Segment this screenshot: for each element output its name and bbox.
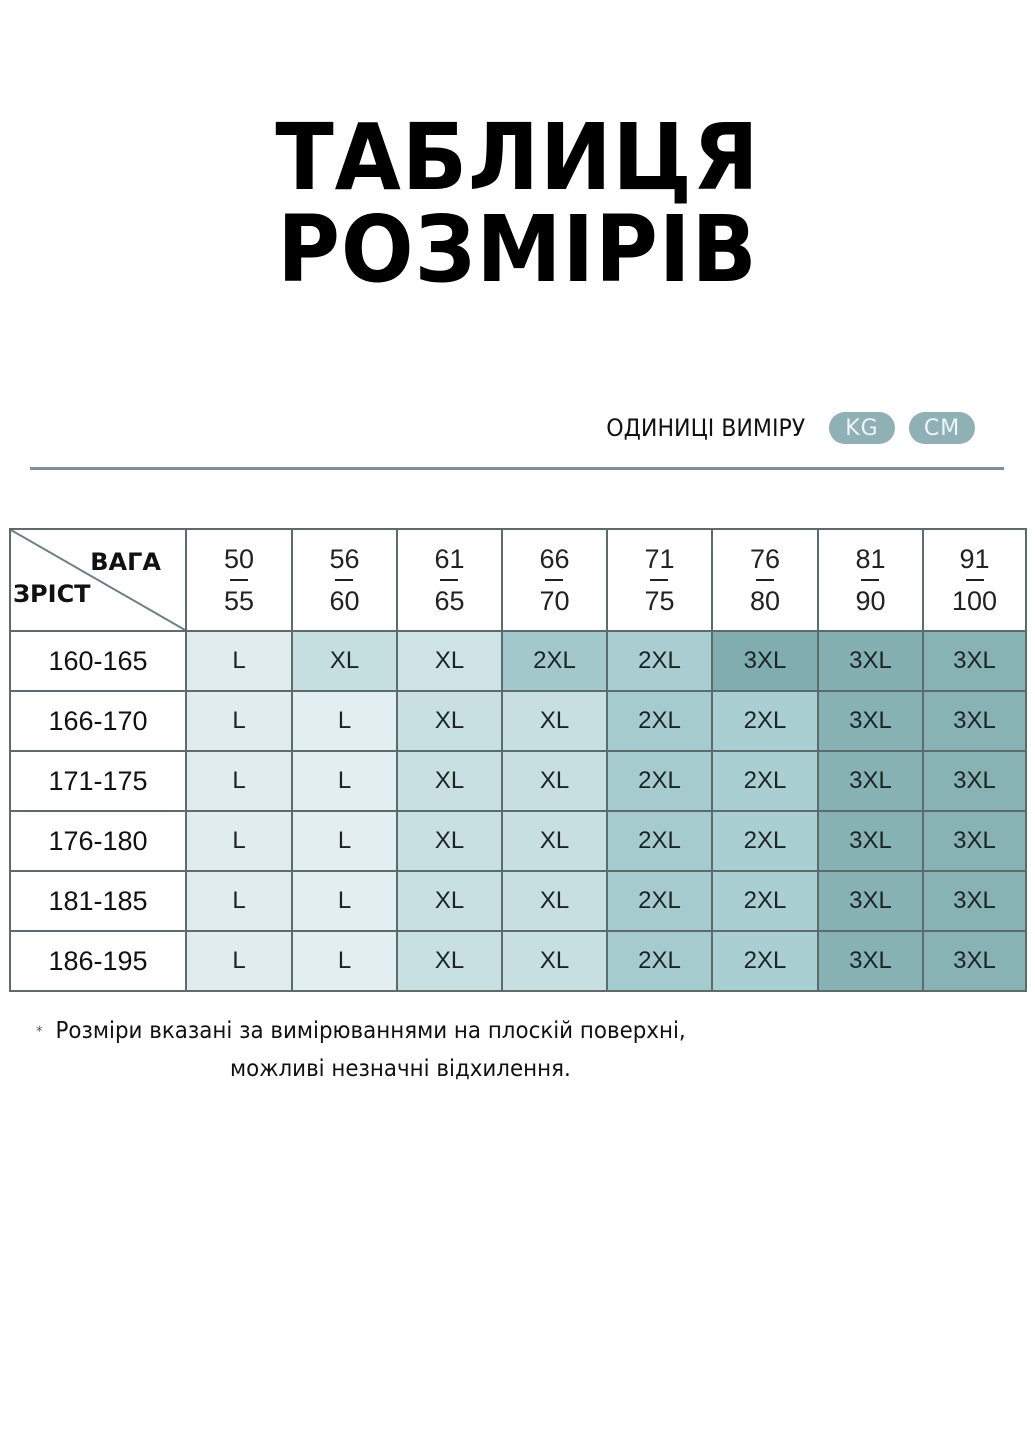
weight-column-header [186,529,292,631]
weight-axis-label: ВАГА [90,548,161,576]
height-range-cell: 181-185 [10,871,186,931]
size-cell: 2XL [607,751,712,811]
size-cell: 2XL [712,691,818,751]
size-cell: 2XL [607,871,712,931]
weight-to: 75 [644,586,675,616]
height-range-cell: 166-170 [10,691,186,751]
header-row [10,529,1026,631]
size-cell: 3XL [818,691,923,751]
fraction-bar [335,579,353,581]
corner-header [10,529,186,631]
size-cell: 3XL [818,811,923,871]
size-cell: 3XL [923,811,1026,871]
weight-to: 80 [749,586,781,616]
size-table [9,528,1027,992]
fraction-bar [756,579,774,581]
size-cell: XL [397,871,502,931]
weight-from: 91 [959,543,990,574]
size-cell: 3XL [923,631,1026,691]
size-cell: L [292,931,397,991]
note-text-1: Розміри вказані за вимірюваннями на плоскій поверхні, [55,1018,686,1044]
size-cell: XL [502,931,607,991]
weight-from: 61 [434,543,465,574]
size-cell: XL [397,691,502,751]
size-cell: 3XL [923,691,1026,751]
height-range-cell: 186-195 [10,931,186,991]
weight-column-header [397,529,502,631]
weight-column-header [502,529,607,631]
weight-from: 76 [749,543,781,574]
units-row [589,408,975,448]
size-cell: L [186,811,292,871]
size-cell: XL [397,931,502,991]
size-cell: 3XL [818,751,923,811]
height-axis-label: ЗРІСТ [13,580,91,608]
weight-from: 66 [539,543,570,574]
weight-to: 55 [223,586,255,616]
size-cell: XL [397,631,502,691]
weight-to: 60 [329,586,360,616]
fraction-bar [440,579,458,581]
weight-column-header [923,529,1026,631]
fraction-bar [861,579,879,581]
size-cell: 2XL [502,631,607,691]
weight-to: 100 [951,586,998,616]
size-cell: 3XL [818,931,923,991]
size-cell: 2XL [712,931,818,991]
fraction-bar [545,579,563,581]
size-cell: L [292,811,397,871]
weight-column-header [607,529,712,631]
size-cell: L [186,691,292,751]
note-line-2: можливі незначні відхилення. [230,1056,571,1082]
size-cell: XL [397,751,502,811]
size-table-body [10,631,1026,991]
weight-to: 90 [855,586,886,616]
unit-cm-badge: CM [909,412,975,444]
size-cell: L [186,931,292,991]
size-cell: 3XL [923,931,1026,991]
size-cell: XL [502,871,607,931]
size-cell: XL [292,631,397,691]
size-cell: XL [397,811,502,871]
table-row [10,931,1026,991]
size-cell: 2XL [607,631,712,691]
table-row [10,691,1026,751]
units-label: ОДИНИЦІ ВИМІРУ [606,414,805,442]
weight-column-header [818,529,923,631]
size-cell: L [292,691,397,751]
size-cell: 2XL [607,691,712,751]
size-cell: L [292,871,397,931]
weight-to: 65 [434,586,465,616]
height-range-cell: 160-165 [10,631,186,691]
weight-from: 81 [855,543,886,574]
size-cell: 2XL [712,751,818,811]
note-line-1 [36,1018,686,1044]
size-cell: L [186,631,292,691]
size-cell: 3XL [923,751,1026,811]
divider [30,467,1004,470]
size-cell: XL [502,811,607,871]
size-cell: 2XL [607,811,712,871]
height-range-cell: 176-180 [10,811,186,871]
weight-to: 70 [539,586,570,616]
weight-from: 56 [329,543,360,574]
asterisk-icon: * [36,1023,43,1040]
table-row [10,751,1026,811]
size-cell: L [186,871,292,931]
size-cell: 3XL [818,871,923,931]
size-cell: 2XL [607,931,712,991]
table-row [10,811,1026,871]
height-range-cell: 171-175 [10,751,186,811]
size-cell: L [186,751,292,811]
size-cell: XL [502,691,607,751]
size-cell: 3XL [818,631,923,691]
size-cell: 3XL [923,871,1026,931]
page-title: ТАБЛИЦЯ РОЗМІРІВ [275,104,760,303]
unit-kg-badge: KG [829,412,895,444]
fraction-bar [230,579,248,581]
weight-from: 50 [223,543,255,574]
size-cell: 2XL [712,811,818,871]
size-cell: XL [502,751,607,811]
size-cell: L [292,751,397,811]
table-row [10,631,1026,691]
weight-from: 71 [644,543,675,574]
weight-column-header [292,529,397,631]
weight-column-header [712,529,818,631]
size-cell: 3XL [712,631,818,691]
fraction-bar [966,579,984,581]
table-row [10,871,1026,931]
fraction-bar [650,579,668,581]
size-cell: 2XL [712,871,818,931]
